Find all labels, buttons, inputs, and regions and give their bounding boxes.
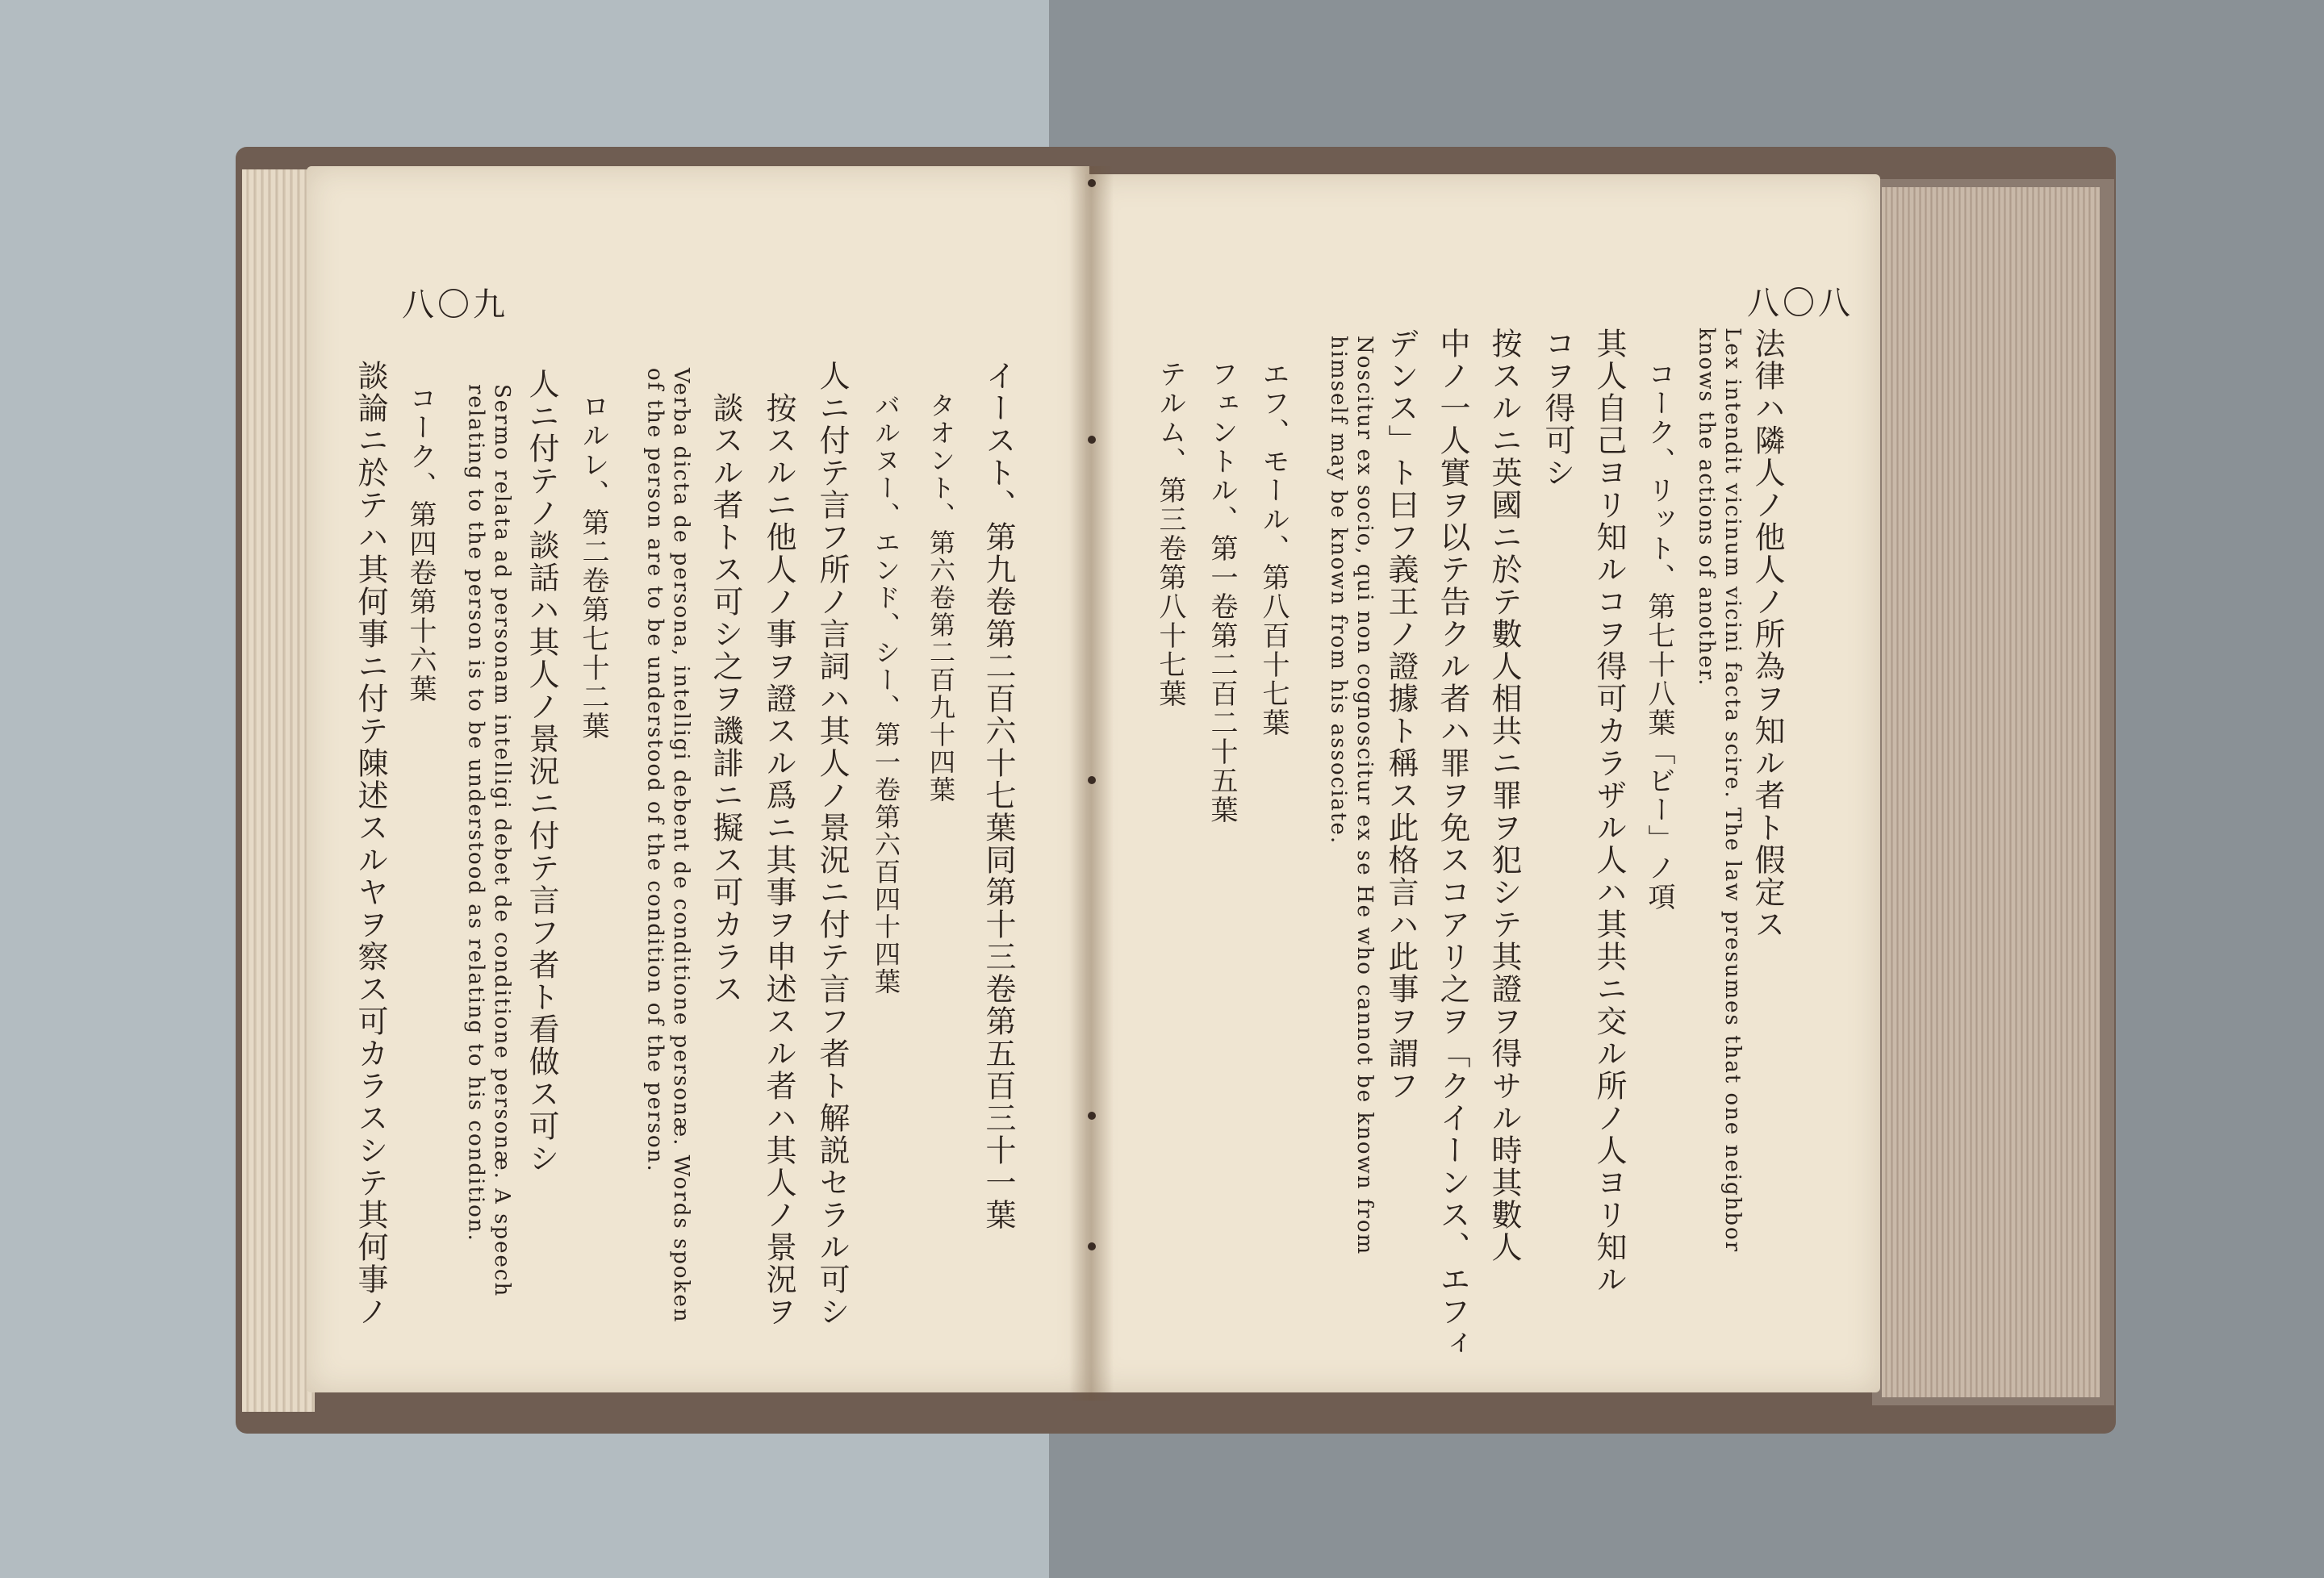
text-line: 中ノ一人實ヲ以テ告クル者ハ罪ヲ免スコアリ之ヲ「クイーンス、エフィ [1435, 328, 1470, 1360]
latin-maxim: Noscitur ex socio, qui non cognoscitur ex se He who cannot be known from himself may be known from his associate. [1326, 336, 1377, 1256]
text-line: 按スルニ他人ノ事ヲ證スル爲ニ其事ヲ申述スル者ハ其人ノ景況ヲ [761, 392, 796, 1328]
text-line: 法律ハ隣人ノ他人ノ所為ヲ知ル者ト假定ス [1749, 328, 1785, 941]
text-line: バルヌー、エンド、シー、第一卷第六百四十四葉 [871, 392, 901, 996]
binding-stitch [1088, 1242, 1096, 1250]
text-line: 談スル者トス可シ之ヲ譏誹ニ擬ス可カラス [708, 392, 743, 1005]
text-line: 按スルニ英國ニ於テ數人相共ニ罪ヲ犯シテ其證ヲ得サル時其數人 [1486, 328, 1522, 1263]
latin-maxim: Verba dicta de persona, intelligi debent de conditione personæ. Words spoken of the person are to be understood of the condition of the person. [642, 368, 693, 1324]
binding-stitch [1088, 179, 1096, 187]
latin-maxim: Sermo relata ad personam intelligi debet de conditione personæ. A speech relating to the person is to be understood as relating to his condition. [463, 384, 514, 1298]
text-line: コーク、リット、第七十八葉「ビー」ノ項 [1643, 360, 1675, 912]
left-page [307, 166, 1089, 1392]
latin-maxim: Lex intendit vicinum vicini facta scire. The law presumes that one neighbor knows the actions of another. [1694, 328, 1745, 1254]
right-page-number: 八〇八 [1747, 285, 1854, 322]
text-line: エフ、モール、第八百十七葉 [1257, 360, 1289, 737]
text-line: テルム、第三卷第八十七葉 [1154, 360, 1186, 708]
binding-stitch [1088, 436, 1096, 444]
text-line: デンス」ト曰フ義王ノ證據ト稱ス此格言ハ此事ヲ謂フ [1383, 328, 1419, 1102]
text-line: 其人自己ヨリ知ルコヲ得可カラザル人ハ其共ニ交ル所ノ人ヨリ知ル [1591, 328, 1627, 1296]
page-edges-left [242, 169, 315, 1412]
text-line: 人ニ付テノ談話ハ其人ノ景況ニ付テ言フ者ト看做ス可シ [524, 368, 559, 1175]
text-line: イースト、第九卷第二百六十七葉同第十三卷第五百三十一葉 [980, 360, 1016, 1231]
text-line: ロルレ、第二卷第七十二葉 [577, 392, 609, 741]
text-line: コヲ得可シ [1540, 328, 1575, 489]
text-line: 人ニ付テ言フ所ノ言詞ハ其人ノ景況ニ付テ言フ者ト解説セラル可シ [814, 360, 850, 1328]
page-edges-right [1882, 187, 2100, 1397]
text-line: コーク、第四卷第十六葉 [404, 384, 437, 703]
binding-stitch [1088, 1112, 1096, 1120]
left-page-number: 八〇九 [402, 286, 508, 324]
text-line: タオント、第六卷第二百九十四葉 [926, 392, 956, 804]
text-line: 談論ニ於テハ其何事ニ付テ陳述スルヤヲ察ス可カラスシテ其何事ノ [353, 360, 388, 1328]
text-line: フェントル、第一卷第二百二十五葉 [1206, 360, 1238, 824]
right-page [1085, 174, 1880, 1392]
binding-stitch [1088, 776, 1096, 784]
